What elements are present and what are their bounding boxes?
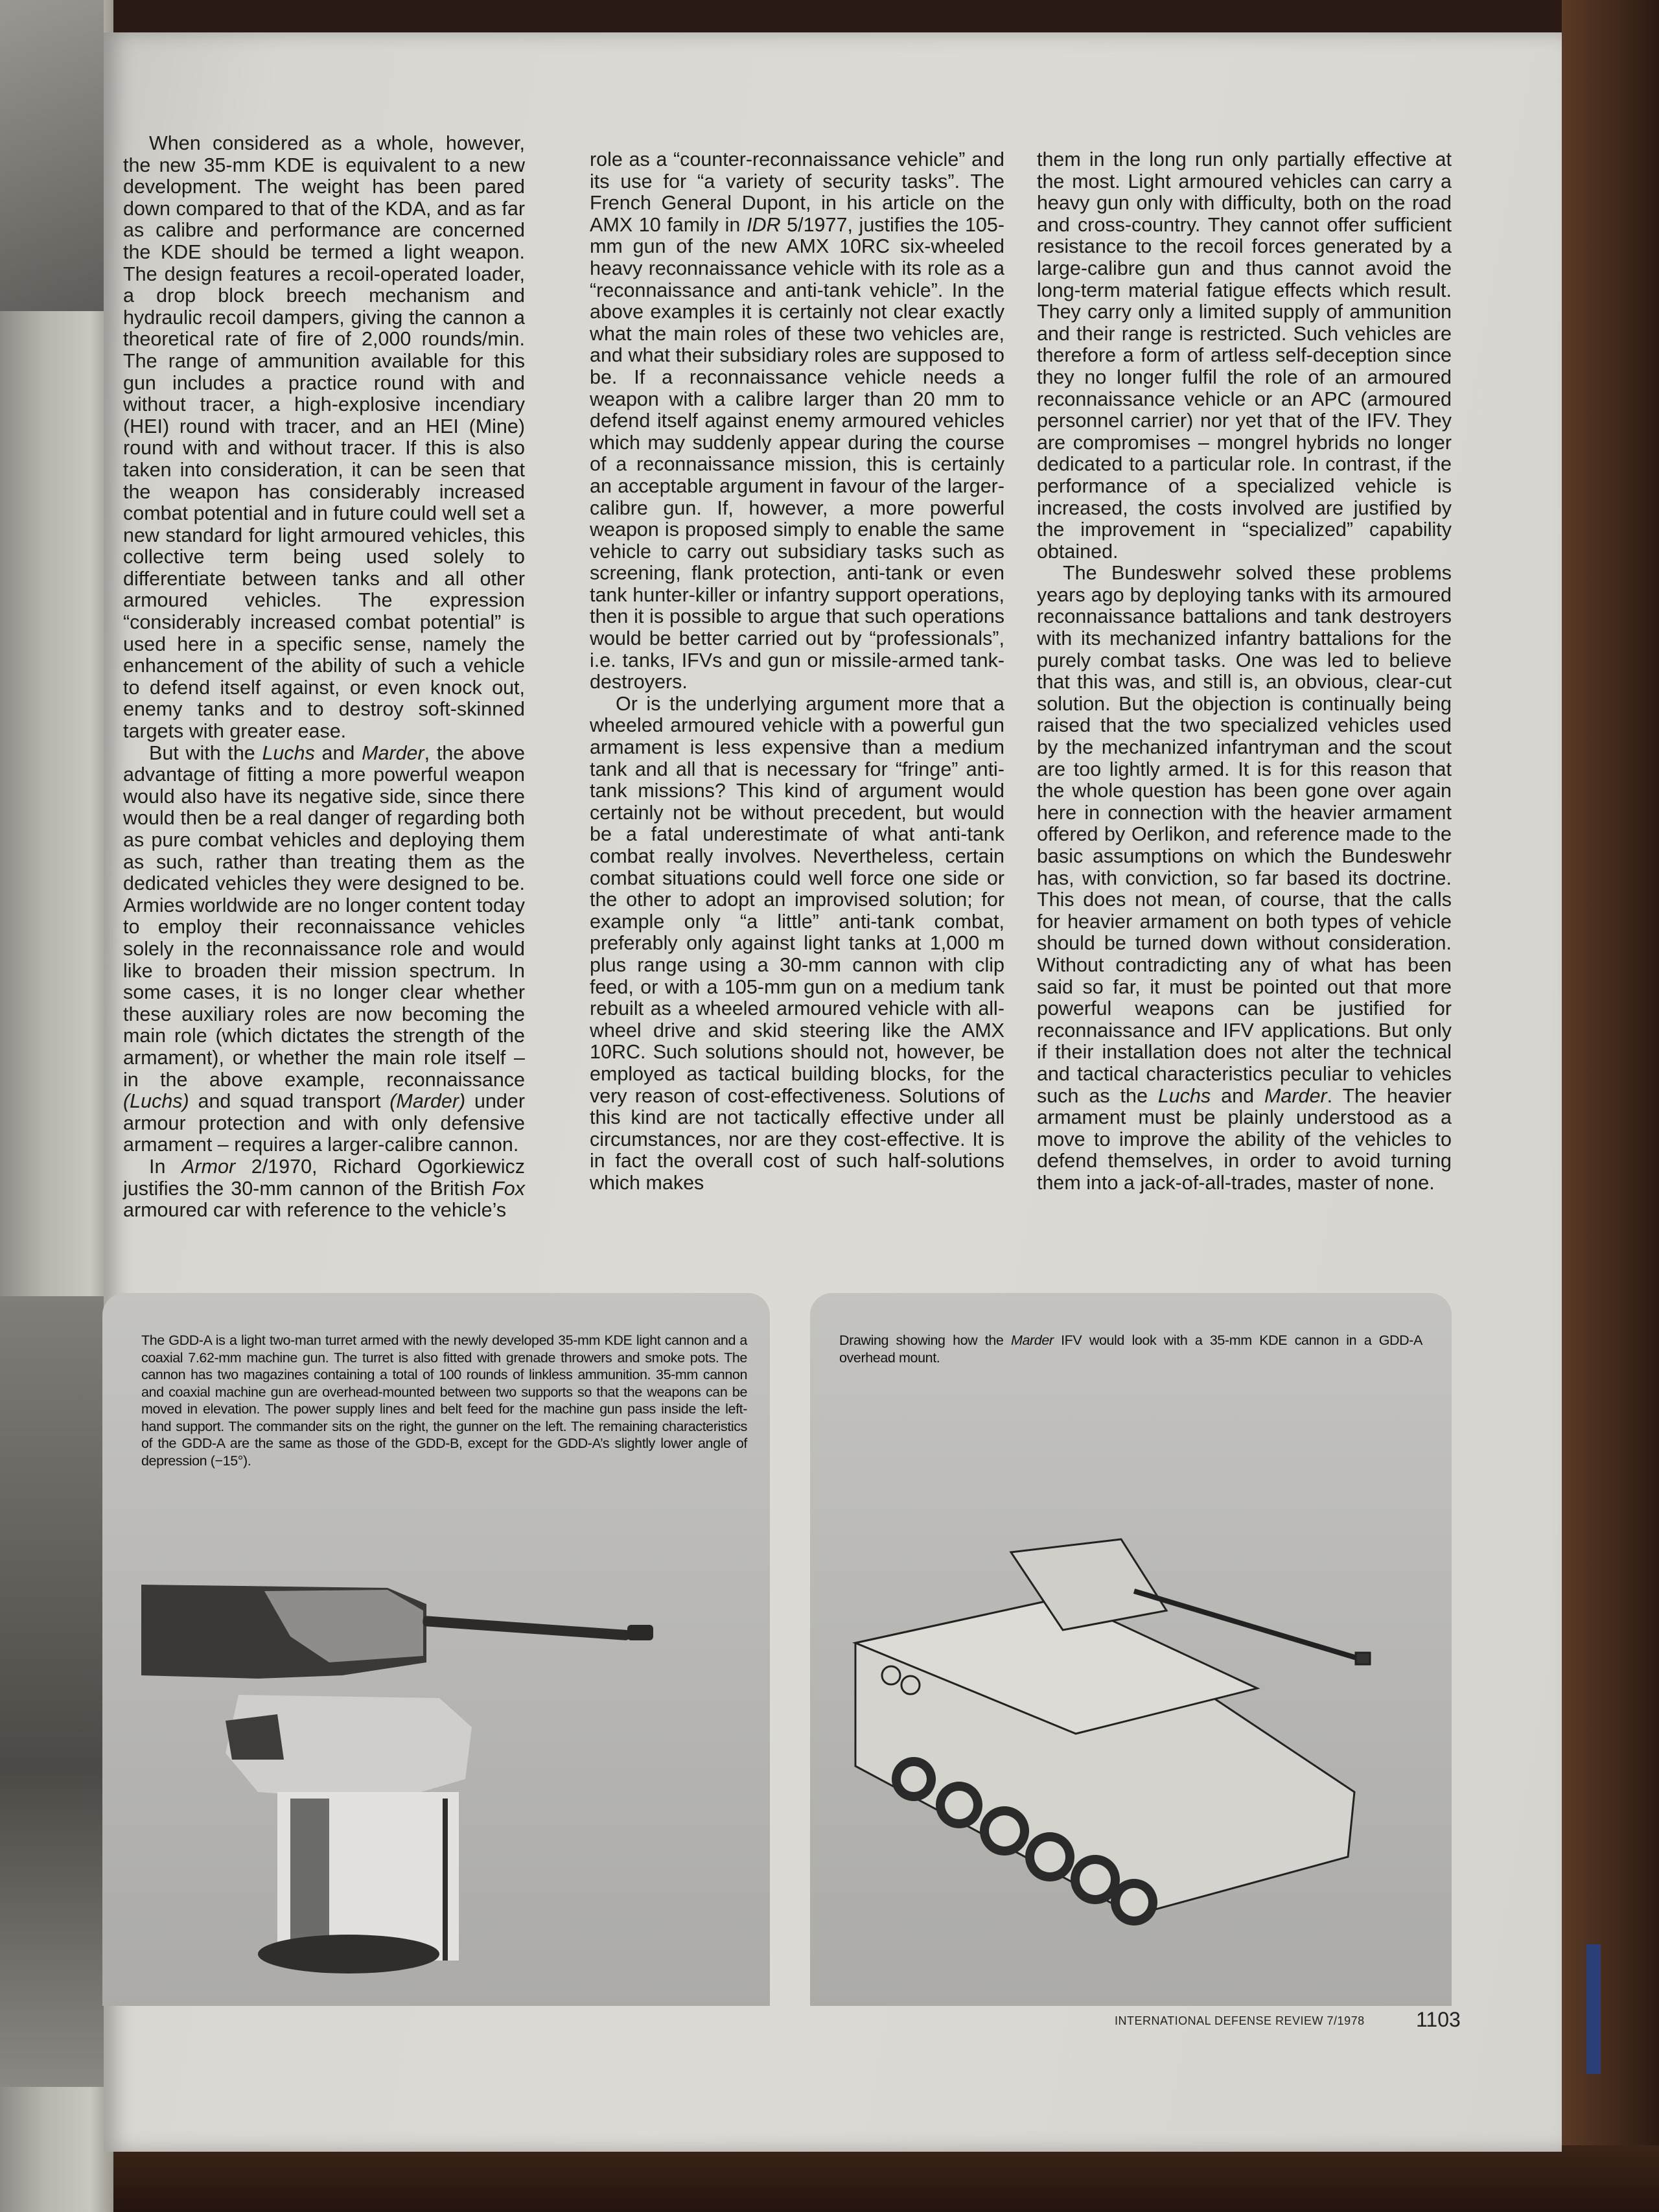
figure-marder-drawing	[810, 1293, 1452, 2006]
turret-photo-illustration	[128, 1565, 763, 1980]
paragraph: Or is the underlying argument more that a wheeled armoured vehicle with a powerful gun armament is less expensive than a medium tank and all that is necessary for “fringe” anti-tank missions? This kind of argument would certainly not be without precedent, but would be a fatal underestimate of what anti-tank combat really involves. Nevertheless, certain combat situations could well force one side or the other to adopt an improvised solution; for example only “a little” anti-tank combat, preferably only against light tanks at 1,000 m plus range using a 30-mm cannon with clip feed, or with a 105-mm gun on a medium tank rebuilt as a wheeled armoured vehicle with all-wheel drive and skid steering like the AMX 10RC. Such solutions should not, however, be employed as tactical building blocks, for the very reason of cost-effectiveness. Solutions of this kind are not tactically effective under all circumstances, nor are they cost-effective. It is in fact the overall cost of such half-solutions which makes	[590, 692, 1004, 1194]
article-column-3	[1037, 149, 1452, 1194]
article-column-1	[123, 133, 525, 1222]
paragraph: In Armor 2/1970, Richard Ogorkiewicz justifies the 30-mm cannon of the British Fox armoured car with reference to the vehicle’s	[123, 1155, 525, 1222]
paragraph: But with the Luchs and Marder, the above advantage of fitting a more powerful weapon would also have its negative side, since there would then be a real danger of regarding both as pure combat vehicles and deploying them as such, rather than treating them as the dedicated vehicles they were designed to be. Armies worldwide are no longer content today to employ their reconnaissance vehicles solely in the reconnaissance role and would like to broaden their mission spectrum. In some cases, it is no longer clear whether these auxiliary roles are now becoming the main role (which dictates the strength of the armament), or whether the main role itself – in the above example, reconnaissance (Luchs) and squad transport (Marder) under armour protection and with only defensive armament – requires a larger-calibre cannon.	[123, 741, 525, 1156]
paragraph: them in the long run only partially effective at the most. Light armoured vehicles can carry a heavy gun only with difficulty, both on the road and cross-country. They cannot offer sufficient resistance to the recoil forces generated by a large-calibre gun and thus cannot avoid the long-term material fatigue effects which result. They carry only a limited supply of ammunition and their range is restricted. Such vehicles are therefore a form of artless self-deception since they no longer fulfil the role of an armoured reconnaissance vehicle or an APC (armoured personnel carrier) nor yet that of the IFV. They are compromises – mongrel hybrids no longer dedicated to a particular role. In contrast, if the performance of a specialized vehicle is increased, the costs involved are justified by the improvement in “specialized” capability obtained.	[1037, 148, 1452, 563]
figure-gdd-a-turret	[102, 1293, 770, 2006]
magazine-page	[104, 32, 1562, 2152]
facing-page-edge	[0, 0, 113, 2212]
article-column-2	[590, 149, 1004, 1194]
paragraph: role as a “counter-reconnaissance vehicle” and its use for “a variety of security tasks”. The French General Dupont, in his article on the AMX 10 family in IDR 5/1977, justifies the 105-mm gun of the new AMX 10RC six-wheeled heavy reconnaissance vehicle with its role as a “reconnaissance and anti-tank vehicle”. In the above examples it is certainly not clear exactly what the main roles of these two vehicles are, and what their subsidiary roles are supposed to be. If a reconnaissance vehicle needs a weapon with a calibre larger than 20 mm to defend itself against enemy armoured vehicles which may suddenly appear during the course of a reconnaissance mission, this is certainly an acceptable argument in favour of the larger-calibre gun. If, however, a more powerful weapon is proposed simply to enable the same vehicle to carry out subsidiary tasks such as screening, flank protection, anti-tank or even tank hunter-killer or infantry support operations, then it is possible to argue that such operations would be better carried out by “professionals”, i.e. tanks, IFVs and gun or missile-armed tank-destroyers.	[590, 148, 1004, 693]
marder-ifv-illustration	[830, 1520, 1432, 1935]
table-surface-bottom	[0, 2145, 1659, 2212]
facing-page-photo-bottom	[0, 1296, 104, 2087]
page-edge-stripe	[1586, 1944, 1601, 2074]
figure-caption: The GDD-A is a light two-man turret armed with the newly developed 35-mm KDE light cannon and a coaxial 7.62-mm machine gun. The turret is also fitted with grenade throwers and smoke pots. The cannon has two magazines containing a total of 100 rounds of linkless ammunition. 35-mm cannon and coaxial machine gun are overhead-mounted between two supports so that the weapons can be moved in elevation. The power supply lines and belt feed for the machine gun pass inside the left-hand support. The commander sits on the right, the gunner on the left. The remaining characteristics of the GDD-A are the same as those of the GDD-B, except for the GDD-A’s slightly lower angle of depression (−15°).	[141, 1333, 747, 1469]
journal-footer: INTERNATIONAL DEFENSE REVIEW 7/1978	[1115, 2014, 1365, 2027]
page-number: 1103	[1416, 2008, 1461, 2031]
paragraph: The Bundeswehr solved these problems years ago by deploying tanks with its armoured reconnaissance battalions and tank destroyers with its mechanized infantry battalions for the purely combat tasks. One was led to believe that this was, and still is, an obvious, clear-cut solution. But the objection is continually being raised that the two specialized vehicles used by the mechanized infantryman and the scout are too lightly armed. It is for this reason that the whole question has been gone over again here in connection with the heavier armament offered by Oerlikon, and reference made to the basic assumptions on which the Bundeswehr has, with conviction, so far based its doctrine. This does not mean, of course, that the calls for heavier armament on both types of vehicle should be turned down without consideration. Without contradicting any of what has been said so far, it must be pointed out that more powerful weapons can be justified for reconnaissance and IFV applications. But only if their installation does not alter the technical and tactical characteristics peculiar to vehicles such as the Luchs and Marder. The heavier armament must be plainly understood as a move to improve the ability of the vehicles to defend themselves, in order to avoid turning them into a jack-of-all-trades, master of none.	[1037, 562, 1452, 1194]
table-surface-right	[1562, 0, 1659, 2212]
paragraph: When considered as a whole, however, the new 35-mm KDE is equivalent to a new development. The weight has been pared down compared to that of the KDA, and as far as calibre and performance are concerned the KDE should be termed a light weapon. The design features a recoil-operated loader, a drop block breech mechanism and hydraulic recoil dampers, giving the cannon a theoretical rate of fire of 2,000 rounds/min. The range of ammunition available for this gun includes a practice round with and without tracer, a high-explosive incendiary (HEI) round with tracer, and an HEI (Mine) round with and without tracer. If this is also taken into consideration, it can be seen that the weapon has considerably increased combat potential and in future could well set a new standard for light armoured vehicles, this collective term being used solely to differentiate between tanks and all other armoured vehicles. The expression “considerably increased combat potential” is used here in a specific sense, namely the enhancement of the ability of such a vehicle to defend itself against, or even knock out, enemy tanks and to destroy soft-skinned targets with greater ease.	[123, 132, 525, 743]
facing-page-photo-top	[0, 0, 104, 311]
figure-caption: Drawing showing how the Marder IFV would look with a 35-mm KDE cannon in a GDD-A overhead mount.	[839, 1333, 1422, 1366]
